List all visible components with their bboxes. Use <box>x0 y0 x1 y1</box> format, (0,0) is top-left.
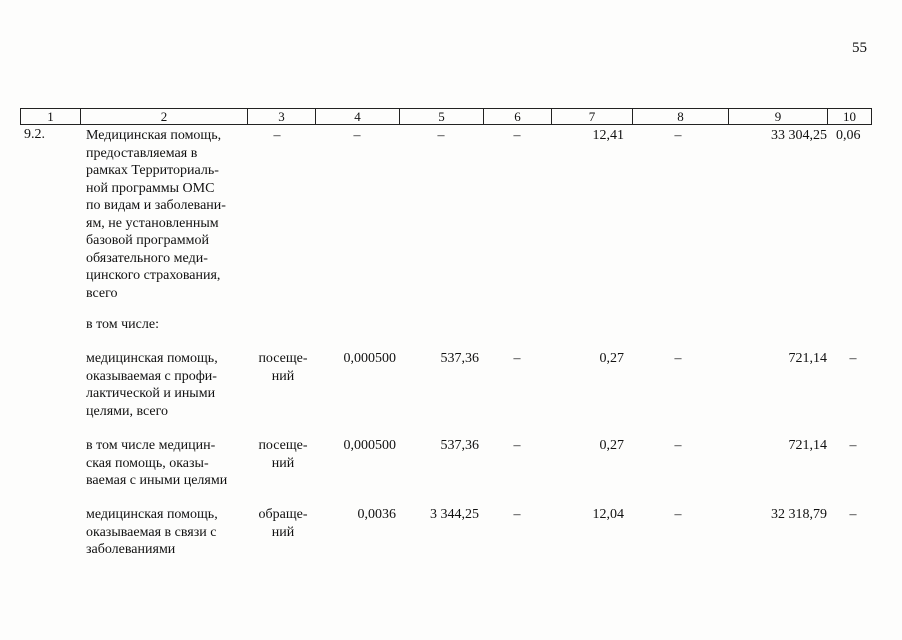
cell-col6: – <box>513 351 521 366</box>
column-header-9: 9 <box>728 108 828 125</box>
cell-col10: – <box>849 351 857 366</box>
column-header-1: 1 <box>20 108 81 125</box>
cell-col10: – <box>849 438 857 453</box>
cell-col7: 0,27 <box>599 438 624 453</box>
cell-col6: – <box>513 128 521 143</box>
column-header-3: 3 <box>247 108 316 125</box>
cell-col7: 12,41 <box>592 128 624 143</box>
cell-col8: – <box>674 351 682 366</box>
column-header-8: 8 <box>632 108 729 125</box>
row-name: Медицинская помощь, предоставляемая в рамках Территориаль- ной программы ОМС по видам и заболевани- ям, не установленным базовой программой обязательного меди- цинского страхования, всего <box>86 128 226 301</box>
row-name: в том числе: <box>86 317 159 332</box>
cell-col4: 0,000500 <box>343 438 396 453</box>
cell-col6: – <box>513 507 521 522</box>
cell-col9: 33 304,25 <box>771 128 827 143</box>
cell-col9: 721,14 <box>788 438 827 453</box>
cell-col4: – <box>353 128 361 143</box>
cell-col9: 32 318,79 <box>771 507 827 522</box>
table-header-row <box>20 108 872 125</box>
cell-col5: – <box>437 128 445 143</box>
cell-col9: 721,14 <box>788 351 827 366</box>
cell-col4: 0,000500 <box>343 351 396 366</box>
cell-col5: 3 344,25 <box>430 507 479 522</box>
cell-col6: – <box>513 438 521 453</box>
column-header-4: 4 <box>315 108 400 125</box>
cell-col8: – <box>674 438 682 453</box>
cell-col5: 537,36 <box>440 351 479 366</box>
row-unit: посеще- ний <box>258 351 308 384</box>
cell-col8: – <box>674 128 682 143</box>
cell-col7: 12,04 <box>592 507 624 522</box>
row-name: медицинская помощь, оказываемая в связи с заболеваниями <box>86 507 218 557</box>
row-name: в том числе медицин- ская помощь, оказы- ваемая с иными целями <box>86 438 228 488</box>
row-name: медицинская помощь, оказываемая с профи- лактической и иными целями, всего <box>86 351 218 419</box>
cell-col5: 537,36 <box>440 438 479 453</box>
column-header-6: 6 <box>483 108 552 125</box>
cell-col10: 0,06 <box>836 128 861 143</box>
cell-col8: – <box>674 507 682 522</box>
row-number: 9.2. <box>24 127 45 142</box>
page-number: 55 <box>852 40 867 56</box>
cell-col4: 0,0036 <box>357 507 396 522</box>
cell-col7: 0,27 <box>599 351 624 366</box>
row-unit: обраще- ний <box>258 507 308 540</box>
column-header-5: 5 <box>399 108 484 125</box>
column-header-7: 7 <box>551 108 633 125</box>
cell-col10: – <box>849 507 857 522</box>
cell-col3: – <box>273 128 281 143</box>
column-header-10: 10 <box>827 108 872 125</box>
row-unit: посеще- ний <box>258 438 308 471</box>
column-header-2: 2 <box>80 108 248 125</box>
